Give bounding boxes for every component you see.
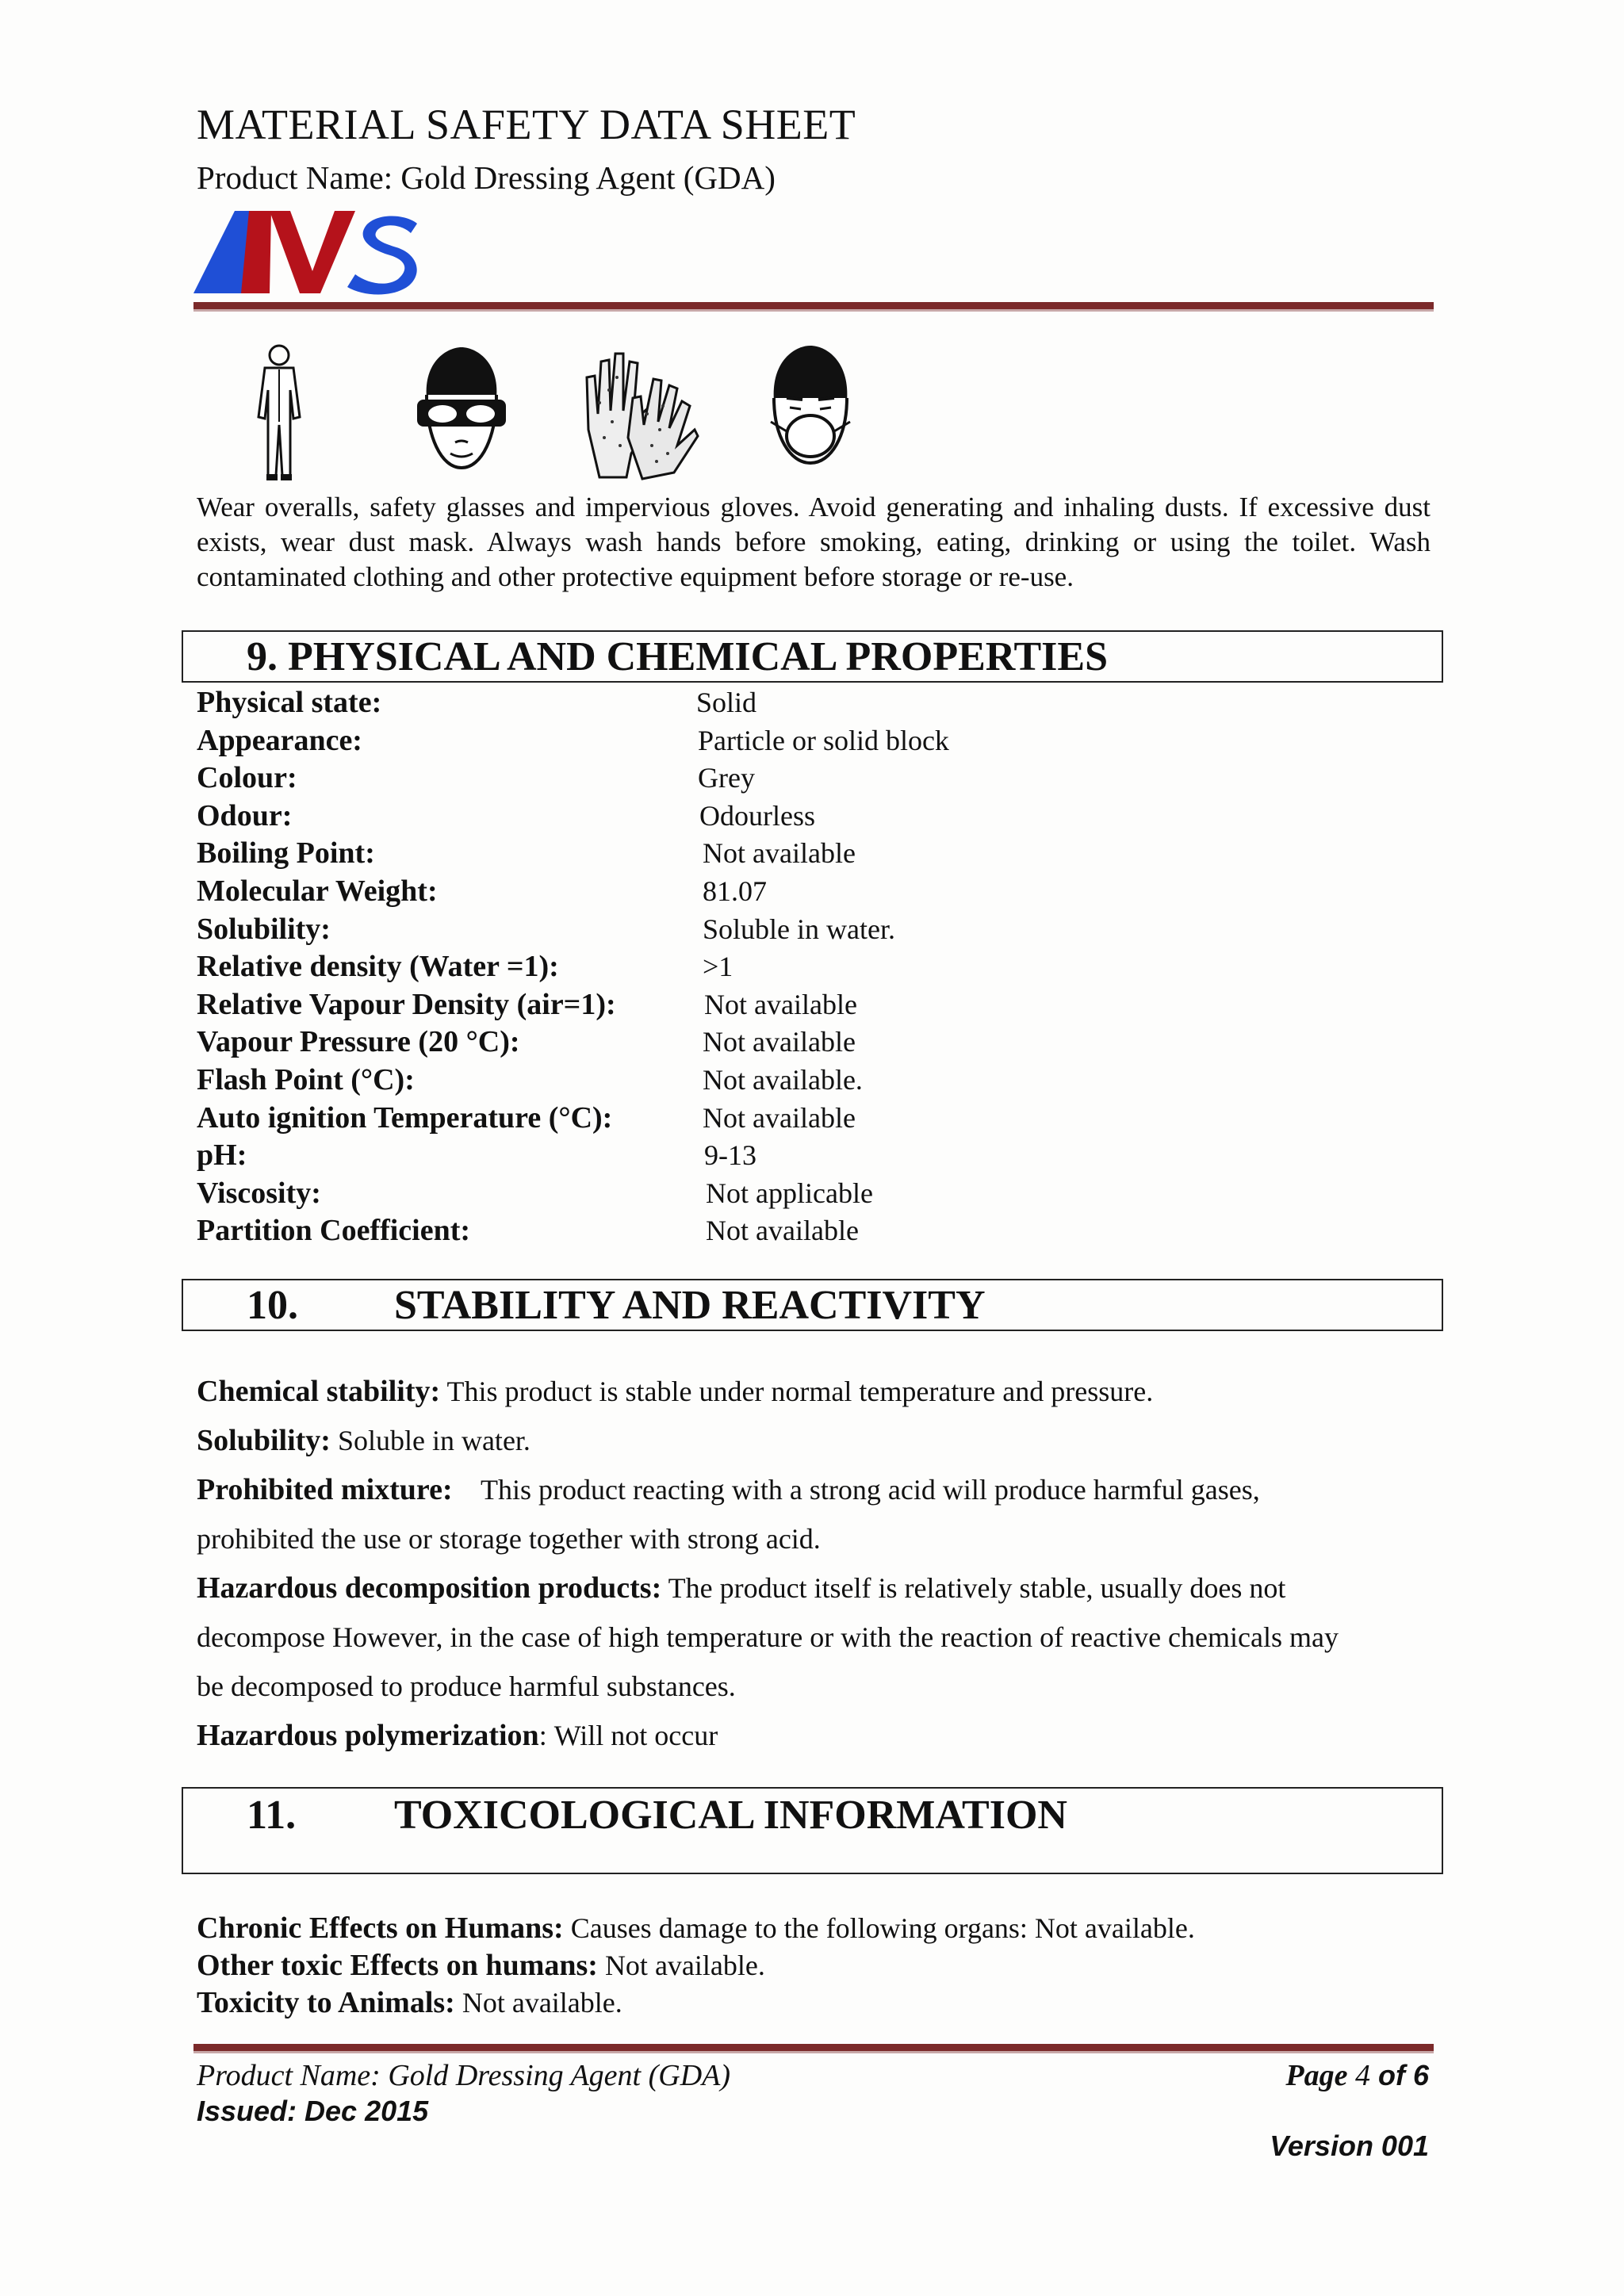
property-row bbox=[197, 721, 1418, 760]
solubility-label: Solubility: bbox=[197, 1424, 331, 1457]
property-row bbox=[197, 834, 1418, 872]
property-value: Not available bbox=[703, 837, 856, 869]
property-label: Odour: bbox=[197, 799, 293, 832]
property-row bbox=[197, 947, 1418, 985]
company-logo bbox=[193, 208, 419, 297]
overalls-icon bbox=[247, 342, 311, 482]
hazardous-decomposition-continuation-2: be decomposed to produce harmful substances. bbox=[197, 1670, 736, 1702]
prohibited-mixture-line bbox=[197, 1471, 1260, 1509]
product-name-header: Product Name: Gold Dressing Agent (GDA) bbox=[197, 159, 776, 196]
property-row bbox=[197, 683, 1418, 721]
property-value: Not available bbox=[703, 1026, 856, 1058]
property-row bbox=[197, 910, 1418, 948]
property-value: Particle or solid block bbox=[698, 725, 949, 756]
hazardous-decomposition-text: The product itself is relatively stable, usually does not bbox=[668, 1572, 1286, 1604]
property-label: Physical state: bbox=[197, 686, 382, 719]
section-9-header bbox=[182, 630, 1443, 683]
property-value: Not applicable bbox=[706, 1177, 873, 1209]
property-value: Solid bbox=[696, 687, 757, 718]
property-row bbox=[197, 1136, 1418, 1174]
property-value: >1 bbox=[703, 951, 733, 982]
footer-version: Version 001 bbox=[1270, 2130, 1429, 2162]
solubility-text: Soluble in water. bbox=[337, 1425, 530, 1456]
section-11-header bbox=[182, 1787, 1443, 1874]
section-11-number: 11. bbox=[247, 1793, 297, 1838]
chemical-stability-text: This product is stable under normal temperature and pressure. bbox=[446, 1376, 1154, 1407]
other-toxic-effects-label: Other toxic Effects on humans: bbox=[197, 1949, 598, 1982]
chronic-effects-line bbox=[197, 1909, 1195, 1947]
property-row bbox=[197, 1099, 1418, 1137]
property-value: Grey bbox=[698, 762, 755, 794]
property-value: Not available bbox=[706, 1215, 859, 1246]
footer-page-total: of 6 bbox=[1369, 2059, 1429, 2091]
footer-rule bbox=[193, 2044, 1434, 2053]
property-value: Not available. bbox=[703, 1064, 863, 1096]
footer-product-name: Product Name: Gold Dressing Agent (GDA) bbox=[197, 2059, 730, 2092]
property-row bbox=[197, 985, 1418, 1024]
section-10-number: 10. bbox=[247, 1283, 298, 1328]
toxicity-animals-label: Toxicity to Animals: bbox=[197, 1986, 455, 2019]
property-row bbox=[197, 1174, 1418, 1212]
hazardous-polymerization-line: Hazardous polymerization: Will not occur bbox=[197, 1719, 718, 1752]
property-value: Not available bbox=[703, 1102, 856, 1134]
property-label: Relative Vapour Density (air=1): bbox=[197, 988, 616, 1021]
toxicity-animals-line bbox=[197, 1984, 622, 2022]
property-row bbox=[197, 797, 1418, 835]
hazardous-decomposition-label: Hazardous decomposition products: bbox=[197, 1571, 662, 1605]
property-label: Vapour Pressure (20 °C): bbox=[197, 1025, 520, 1058]
property-label: pH: bbox=[197, 1138, 247, 1172]
property-value: Odourless bbox=[699, 800, 815, 832]
property-label: Flash Point (°C): bbox=[197, 1063, 415, 1096]
ppe-instructions: Wear overalls, safety glasses and impervious gloves. Avoid generating and inhaling dusts. If excessive dust exists, wear dust mask. Always wash hands before smoking, eating, drinking or using the toilet. Wash contaminated clothing and other protective equipment before storage or re-use. bbox=[197, 492, 1431, 592]
toxicity-animals-text: Not available. bbox=[462, 1987, 622, 2019]
section-10-title: STABILITY AND REACTIVITY bbox=[394, 1283, 986, 1328]
prohibited-mixture-text: This product reacting with a strong acid will produce harmful gases, bbox=[481, 1474, 1260, 1506]
hazardous-decomposition-continuation-1: decompose However, in the case of high temperature or with the reaction of reactive chemicals may bbox=[197, 1621, 1339, 1653]
prohibited-mixture-continuation: prohibited the use or storage together with strong acid. bbox=[197, 1523, 821, 1555]
property-label: Appearance: bbox=[197, 724, 362, 757]
chemical-stability-label: Chemical stability: bbox=[197, 1375, 441, 1408]
other-toxic-effects-line bbox=[197, 1946, 765, 1984]
property-row bbox=[197, 759, 1418, 797]
property-label: Auto ignition Temperature (°C): bbox=[197, 1101, 613, 1135]
chronic-effects-label: Chronic Effects on Humans: bbox=[197, 1911, 564, 1945]
property-label: Relative density (Water =1): bbox=[197, 950, 559, 983]
chronic-effects-text: Causes damage to the following organs: Not available. bbox=[570, 1912, 1195, 1944]
property-label: Partition Coefficient: bbox=[197, 1214, 471, 1247]
section-9-title: 9. PHYSICAL AND CHEMICAL PROPERTIES bbox=[247, 634, 1109, 679]
header-rule bbox=[193, 302, 1434, 312]
solubility-line bbox=[197, 1422, 530, 1460]
property-label: Molecular Weight: bbox=[197, 874, 438, 908]
property-value: Not available bbox=[704, 989, 857, 1020]
property-row bbox=[197, 1211, 1418, 1249]
other-toxic-effects-text: Not available. bbox=[604, 1950, 765, 1981]
property-value: 9-13 bbox=[704, 1139, 756, 1171]
property-row bbox=[197, 872, 1418, 910]
section-11-title: TOXICOLOGICAL INFORMATION bbox=[394, 1793, 1067, 1838]
hazardous-polymerization-text: Will not occur bbox=[553, 1720, 718, 1751]
property-label: Boiling Point: bbox=[197, 836, 375, 870]
hazardous-decomposition-line bbox=[197, 1569, 1285, 1607]
hazardous-polymerization-label: Hazardous polymerization bbox=[197, 1719, 539, 1752]
property-label: Solubility: bbox=[197, 913, 331, 946]
property-row bbox=[197, 1061, 1418, 1099]
footer-issued-date: Issued: Dec 2015 bbox=[197, 2095, 429, 2127]
footer-page-number bbox=[1285, 2058, 1429, 2093]
property-label: Viscosity: bbox=[197, 1177, 321, 1210]
document-title: MATERIAL SAFETY DATA SHEET bbox=[197, 101, 856, 148]
safety-glasses-icon bbox=[412, 342, 511, 482]
dust-mask-icon bbox=[763, 342, 858, 482]
footer-page-prefix: Page bbox=[1285, 2059, 1355, 2092]
property-value: Soluble in water. bbox=[703, 913, 895, 945]
section-10-header bbox=[182, 1279, 1443, 1331]
chemical-stability-line bbox=[197, 1372, 1153, 1410]
prohibited-mixture-label: Prohibited mixture: bbox=[197, 1473, 453, 1506]
property-label: Colour: bbox=[197, 761, 297, 794]
footer-page-current: 4 bbox=[1354, 2059, 1370, 2092]
gloves-icon bbox=[580, 342, 699, 482]
property-row bbox=[197, 1023, 1418, 1061]
property-value: 81.07 bbox=[703, 875, 767, 907]
